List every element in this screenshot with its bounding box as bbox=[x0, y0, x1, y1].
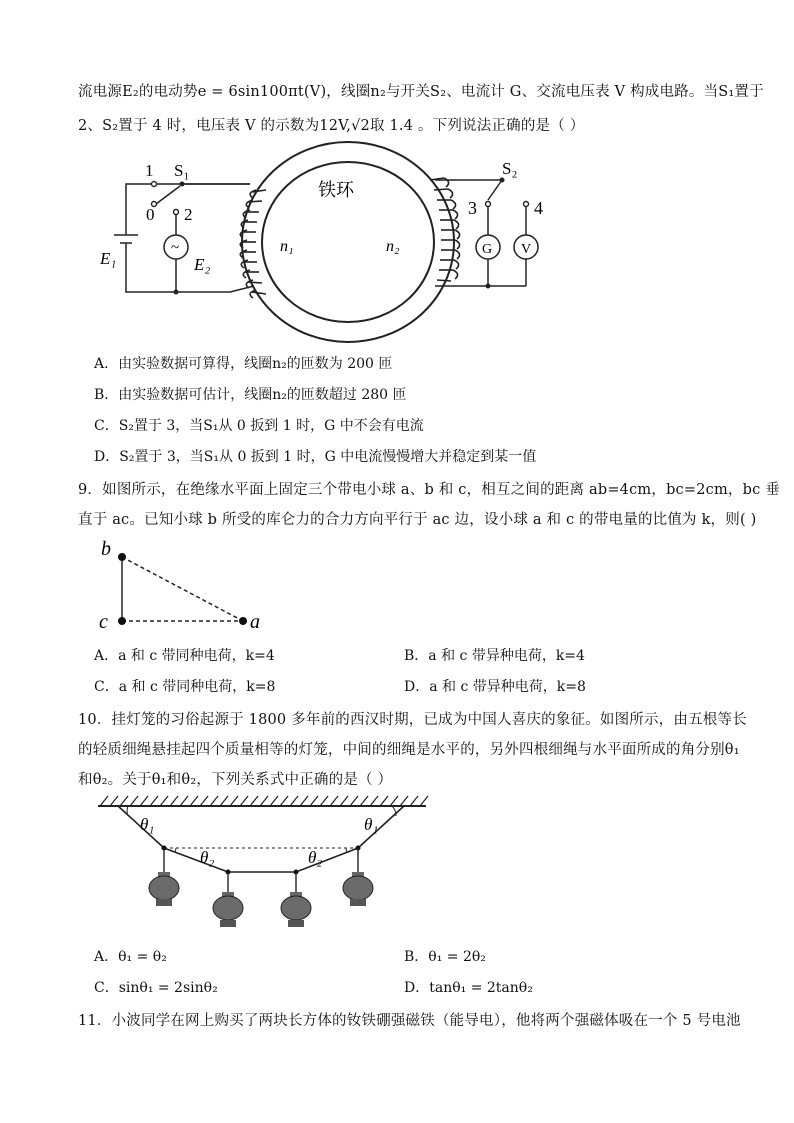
label-galvanometer: G bbox=[482, 242, 493, 257]
label-terminal-0: 0 bbox=[146, 205, 155, 224]
q8-option-c: C．S₂置于 3，当S₁从 0 扳到 1 时，G 中不会有电流 bbox=[94, 418, 424, 434]
terminal-4 bbox=[524, 202, 529, 207]
label-n2: n₂ bbox=[386, 238, 400, 255]
arc-theta2-left bbox=[175, 848, 176, 852]
label-iron-ring: 铁环 bbox=[318, 180, 354, 201]
label-s2: S₂ bbox=[502, 159, 518, 178]
q10-option-b: B．θ₁ = 2θ₂ bbox=[404, 949, 486, 965]
terminal-1 bbox=[152, 182, 157, 187]
lantern-2 bbox=[213, 872, 243, 927]
label-b: b bbox=[101, 538, 111, 560]
label-c: c bbox=[99, 611, 108, 633]
label-terminal-3: 3 bbox=[468, 198, 477, 218]
q11-stem-line-1: 11．小波同学在网上购买了两块长方体的钕铁硼强磁铁（能导电），他将两个强磁体吸在一个 5 号电池 bbox=[78, 1013, 741, 1029]
lantern-3 bbox=[281, 872, 311, 927]
ceiling-hatch bbox=[100, 796, 428, 806]
label-n1: n₁ bbox=[280, 238, 294, 255]
q9-stem-line-2: 直于 ac。已知小球 b 所受的库仑力的合力方向平行于 ac 边，设小球 a 和 c 的带电量的比值为 k，则( ) bbox=[78, 512, 757, 528]
label-voltmeter: V bbox=[521, 242, 532, 257]
label-theta2-right: θ₂ bbox=[308, 848, 323, 867]
q8-option-a: A．由实验数据可算得，线圈n₂的匝数为 200 匝 bbox=[94, 356, 393, 372]
label-s1: S₁ bbox=[174, 161, 190, 180]
q8-stem-line-2: 2、S₂置于 4 时，电压表 V 的示数为12V,√2取 1.4 。下列说法正确的是（ ） bbox=[78, 118, 585, 134]
switch-s2-pivot bbox=[500, 178, 505, 183]
q8-stem-line-1: 流电源E₂的电动势e = 6sin100πt(V)，线圈n₂与开关S₂、电流计 G、交流电压表 V 构成电路。当S₁置于 bbox=[78, 84, 764, 100]
q10-stem-line-1: 10．挂灯笼的习俗起源于 1800 多年前的西汉时期，已成为中国人喜庆的象征。如图所示，由五根等长 bbox=[78, 712, 747, 728]
label-e2: E₂ bbox=[194, 255, 211, 274]
label-e1: E₁ bbox=[100, 249, 117, 268]
label-a: a bbox=[250, 611, 260, 633]
terminal-3 bbox=[486, 202, 491, 207]
strings bbox=[118, 806, 404, 872]
label-theta1-left: θ₁ bbox=[140, 815, 155, 834]
q8-option-d: D．S₂置于 3，当S₁从 0 扳到 1 时，G 中电流慢慢增大并稳定到某一值 bbox=[94, 449, 537, 465]
q10-stem-line-2: 的轻质细绳悬挂起四个质量相等的灯笼，中间的细绳是水平的，另外四根细绳与水平面所成的角分别θ₁ bbox=[78, 742, 740, 758]
label-terminal-4: 4 bbox=[534, 198, 543, 218]
q9-triangle-figure bbox=[95, 535, 275, 635]
q10-option-a: A．θ₁ = θ₂ bbox=[94, 949, 167, 965]
q8-option-b: B．由实验数据可估计，线圈n₂的匝数超过 280 匝 bbox=[94, 387, 407, 403]
arc-theta1-left bbox=[127, 806, 128, 816]
coil-n2 bbox=[430, 178, 460, 281]
q10-option-c: C．sinθ₁ = 2sinθ₂ bbox=[94, 980, 218, 996]
switch-s1-pivot bbox=[180, 182, 185, 187]
junction-left bbox=[174, 290, 179, 295]
arc-theta2-right bbox=[346, 848, 347, 852]
q10-lantern-figure bbox=[92, 792, 432, 937]
q10-option-d: D．tanθ₁ = 2tanθ₂ bbox=[404, 980, 533, 996]
label-theta2-left: θ₂ bbox=[200, 848, 215, 867]
lantern-1 bbox=[149, 848, 179, 906]
side-ab bbox=[122, 557, 243, 621]
q9-option-b: B．a 和 c 带异种电荷，k=4 bbox=[404, 648, 585, 664]
label-terminal-1: 1 bbox=[145, 161, 154, 180]
q8-transformer-figure bbox=[90, 140, 570, 345]
q9-option-c: C．a 和 c 带同种电荷，k=8 bbox=[94, 679, 276, 695]
terminal-2 bbox=[174, 210, 179, 215]
ball-a bbox=[239, 617, 247, 625]
iron-ring-outer bbox=[242, 142, 454, 342]
q9-stem-line-1: 9．如图所示，在绝缘水平面上固定三个带电小球 a、b 和 c，相互之间的距离 ab=4cm，bc=2cm，bc 垂 bbox=[78, 482, 780, 498]
lantern-4 bbox=[343, 848, 373, 906]
label-ac-source: ~ bbox=[171, 240, 180, 256]
ball-b bbox=[118, 553, 126, 561]
q10-stem-line-3: 和θ₂。关于θ₁和θ₂，下列关系式中正确的是（ ） bbox=[78, 772, 393, 788]
q9-option-a: A．a 和 c 带同种电荷，k=4 bbox=[94, 648, 275, 664]
label-terminal-2: 2 bbox=[184, 205, 193, 224]
label-theta1-right: θ₁ bbox=[364, 815, 379, 834]
q9-option-d: D．a 和 c 带异种电荷，k=8 bbox=[404, 679, 586, 695]
junction-right bbox=[486, 284, 491, 289]
ball-c bbox=[118, 617, 126, 625]
